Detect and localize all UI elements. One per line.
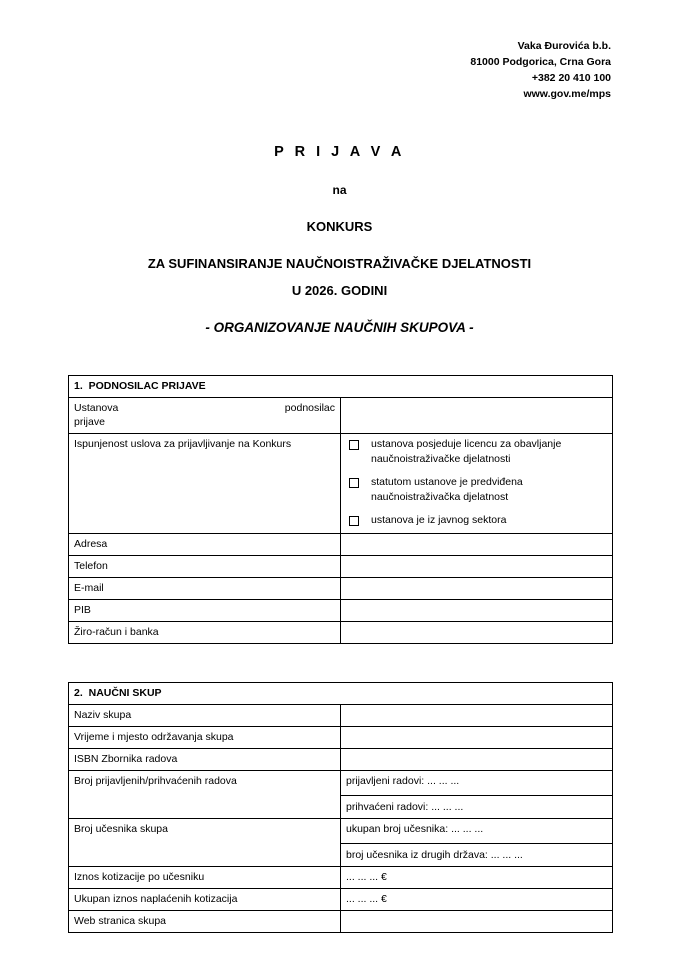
condition-option-1[interactable] <box>346 437 607 466</box>
row-label-pib: PIB <box>69 599 341 621</box>
table-row <box>69 910 613 932</box>
checkbox-icon[interactable] <box>349 440 359 450</box>
checkbox-icon[interactable] <box>349 478 359 488</box>
label-podnosilac: podnosilac <box>284 402 335 414</box>
condition-label-1: ustanova posjeduje licencu za obavljanje naučnoistraživačke djelatnosti <box>371 438 562 465</box>
conditions-checklist <box>341 434 613 534</box>
field-vrijeme-mjesto[interactable] <box>341 726 613 748</box>
field-pib[interactable] <box>341 599 613 621</box>
section-1-heading-row <box>69 376 613 398</box>
title-prijava: P R I J A V A <box>274 144 405 160</box>
table-row <box>69 577 613 599</box>
table-row <box>69 748 613 770</box>
row-label-ziro-racun: Žiro-račun i banka <box>69 621 341 643</box>
row-label-broj-radova: Broj prijavljenih/prihvaćenih radova <box>69 770 341 818</box>
field-isbn[interactable] <box>341 748 613 770</box>
row-label-naziv-skupa: Naziv skupa <box>69 704 341 726</box>
section-2-container <box>68 682 611 933</box>
row-label-ispunjenost-uslova: Ispunjenost uslova za prijavljivanje na Konkurs <box>69 434 341 534</box>
condition-option-2[interactable] <box>346 475 607 504</box>
checkbox-icon[interactable] <box>349 516 359 526</box>
address-line-4: www.gov.me/mps <box>523 88 611 100</box>
table-row <box>69 888 613 910</box>
table-row <box>69 866 613 888</box>
address-line-1: Vaka Đurovića b.b. <box>517 40 611 52</box>
row-label-telefon: Telefon <box>69 555 341 577</box>
section-2-heading-cell <box>69 682 613 704</box>
field-ustanova-podnosilac-prijave[interactable] <box>341 398 613 434</box>
section-2-heading-row <box>69 682 613 704</box>
table-row <box>69 818 613 866</box>
field-web-stranica[interactable] <box>341 910 613 932</box>
field-iznos-kotizacije[interactable]: ... ... ... € <box>341 866 613 888</box>
row-label-broj-ucesnika: Broj učesnika skupa <box>69 818 341 866</box>
field-telefon[interactable] <box>341 555 613 577</box>
field-ucesnici-druge-drzave[interactable]: broj učesnika iz drugih država: ... ... ... <box>341 843 612 862</box>
table-row <box>69 599 613 621</box>
table-row <box>69 704 613 726</box>
label-ustanova: Ustanova <box>74 402 119 414</box>
title-konkurs: KONKURS <box>306 219 373 234</box>
row-label-adresa: Adresa <box>69 533 341 555</box>
section-2-heading-text: NAUČNI SKUP <box>88 686 162 699</box>
field-naziv-skupa[interactable] <box>341 704 613 726</box>
title-na: na <box>332 183 347 197</box>
table-row <box>69 621 613 643</box>
label-prijave: prijave <box>74 416 105 428</box>
address-line-3: +382 20 410 100 <box>531 72 611 84</box>
row-label-iznos-kotizacije: Iznos kotizacije po učesniku <box>69 866 341 888</box>
section-1-table <box>68 375 613 644</box>
row-label-email: E-mail <box>69 577 341 599</box>
field-broj-ucesnika[interactable] <box>341 818 613 866</box>
field-ukupan-broj-ucesnika[interactable]: ukupan broj učesnika: ... ... ... <box>346 822 484 835</box>
address-line-2: 81000 Podgorica, Crna Gora <box>470 56 611 68</box>
table-row <box>69 533 613 555</box>
row-label-vrijeme-mjesto: Vrijeme i mjesto održavanja skupa <box>69 726 341 748</box>
condition-option-3[interactable] <box>346 513 607 528</box>
condition-label-3: ustanova je iz javnog sektora <box>371 514 507 526</box>
table-row <box>69 398 613 434</box>
row-label-isbn: ISBN Zbornika radova <box>69 748 341 770</box>
field-ziro-racun[interactable] <box>341 621 613 643</box>
table-row <box>69 555 613 577</box>
field-ukupan-iznos-kotizacija[interactable]: ... ... ... € <box>341 888 613 910</box>
field-adresa[interactable] <box>341 533 613 555</box>
section-1-container <box>68 375 611 644</box>
section-2-number: 2. <box>74 686 83 699</box>
title-year: U 2026. GODINI <box>291 283 388 298</box>
section-1-number: 1. <box>74 380 83 392</box>
institution-address <box>68 0 611 102</box>
section-1-heading-text: PODNOSILAC PRIJAVE <box>88 380 206 392</box>
table-row <box>69 770 613 818</box>
row-label-ustanova-podnosilac <box>69 398 341 434</box>
field-broj-radova[interactable] <box>341 770 613 818</box>
field-prijavljeni-radovi[interactable]: prijavljeni radovi: ... ... ... <box>346 774 460 787</box>
row-label-web-stranica: Web stranica skupa <box>69 910 341 932</box>
section-1-heading-cell <box>69 376 613 398</box>
row-label-ukupan-iznos-kotizacija: Ukupan iznos naplaćenih kotizacija <box>69 888 341 910</box>
table-row <box>69 726 613 748</box>
condition-label-2: statutom ustanove je predviđena naučnoistraživačka djelatnost <box>371 476 523 503</box>
table-row <box>69 434 613 534</box>
document-title-block <box>68 144 611 335</box>
title-subtitle: - ORGANIZOVANJE NAUČNIH SKUPOVA - <box>205 320 474 335</box>
field-email[interactable] <box>341 577 613 599</box>
title-purpose: ZA SUFINANSIRANJE NAUČNOISTRAŽIVAČKE DJELATNOSTI <box>147 256 532 271</box>
field-prihvaceni-radovi[interactable]: prihvaćeni radovi: ... ... ... <box>341 795 612 814</box>
section-2-table <box>68 682 613 933</box>
